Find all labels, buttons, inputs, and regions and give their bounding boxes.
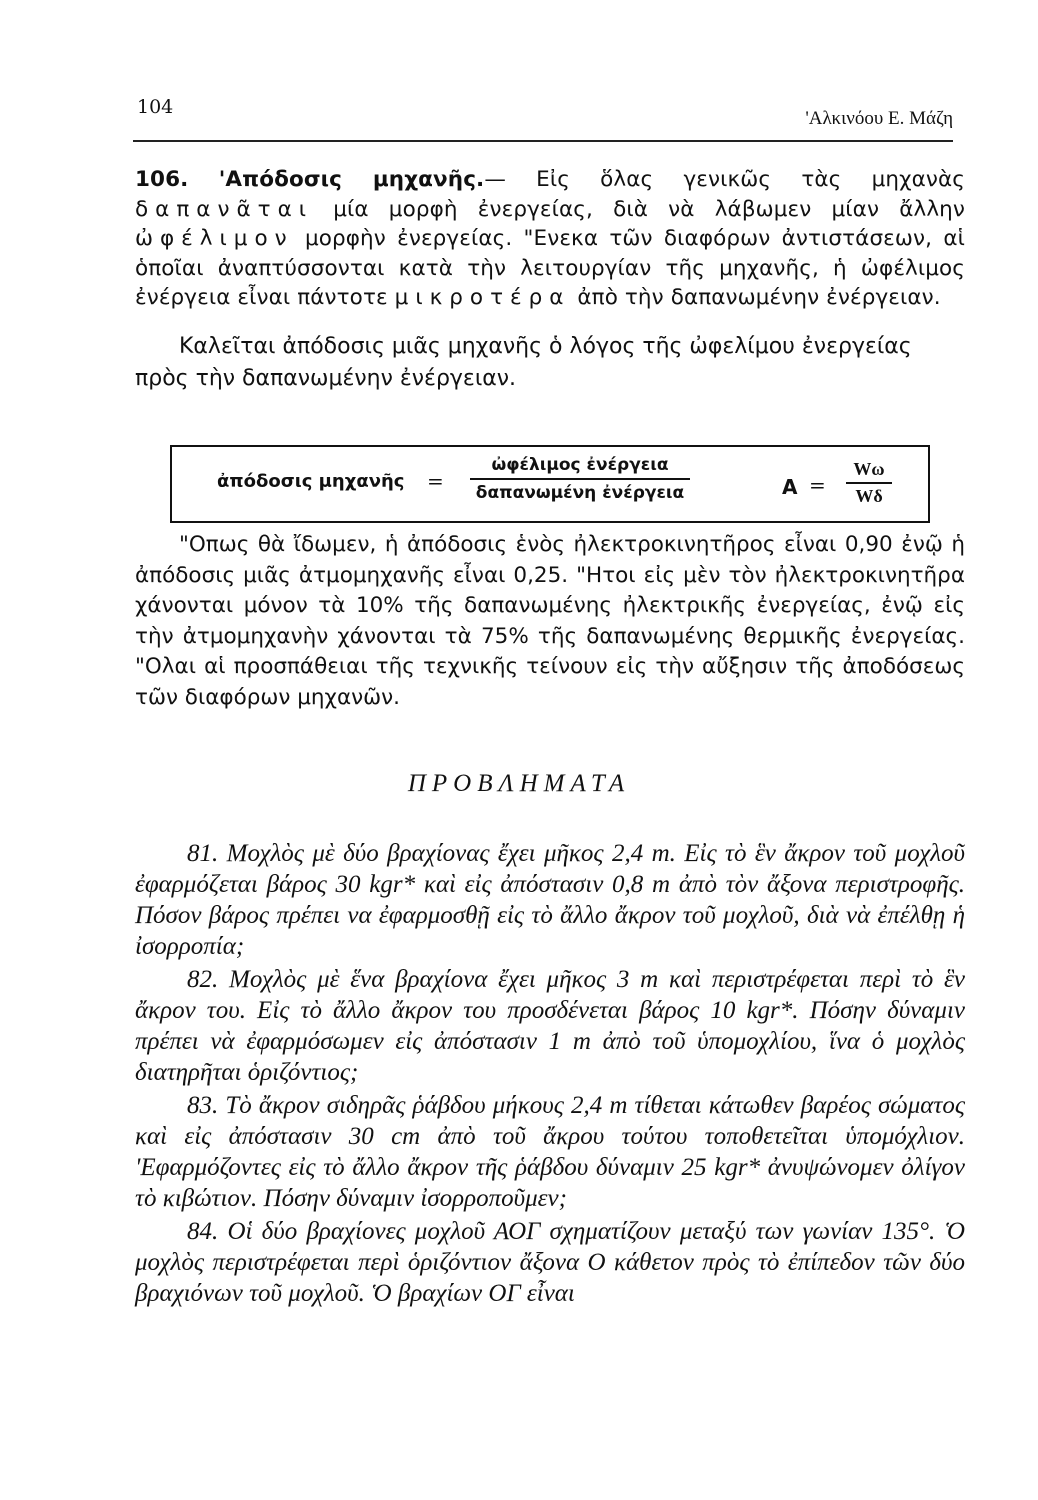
symbolic-fraction — [842, 459, 896, 507]
section-spaced-c: μικροτέρα — [394, 285, 571, 310]
formula-symbol: A — [782, 475, 798, 499]
definition-paragraph: Καλεῖται ἀπόδοσις μιᾶς μηχανῆς ὁ λόγος τῆς ὠφελίμου ἐνεργείας πρὸς τὴν δαπανωμένην ἐνέργειαν. — [135, 333, 912, 391]
section-number: 106. — [135, 167, 189, 192]
problem-text: Μοχλὸς μὲ ἕνα βραχίονα ἔχει μῆκος 3 m καὶ περιστρέφεται περὶ τὸ ἓν ἄκρον του. Εἰς τὸ ἄλλο ἄκρον του προσδένεται βάρος 10 kgr*. Πόσην δύναμιν πρέπει νὰ ἐφαρμόσωμεν εἰς ἀπόστασιν 1 m ἀπὸ τοῦ ὑπομοχλίου, ἵνα ὁ μοχλὸς διατηρῆται ὁριζόντιος; — [135, 966, 966, 1086]
page-number: 104 — [137, 96, 174, 118]
formula-denominator: δαπανωμένη ἐνέργεια — [475, 483, 685, 503]
examples-paragraph: "Οπως θὰ ἴδωμεν, ἡ ἀπόδοσις ἑνὸς ἠλεκτροκινητῆρος εἶναι 0,90 ἐνῷ ἡ ἀπόδοσις μιᾶς ἀτμομηχανῆς εἶναι 0,25. "Ητοι εἰς μὲν τὸν ἠλεκτροκινητῆρα χάνονται μόνον τὰ 10% τῆς δαπανωμένης ἠλεκτρικῆς ἐνεργείας, ἐνῷ εἰς τὴν ἀτμομηχανὴν χάνονται τὰ 75% τῆς δαπανωμένης θερμικῆς ἐνεργείας. "Ολαι αἱ προσπάθειαι τῆς τεχνικῆς τείνουν εἰς τὴν αὔξησιν τῆς ἀποδόσεως τῶν διαφόρων μηχανῶν. — [135, 532, 965, 710]
problem-item — [135, 1216, 965, 1309]
problem-number: 83. — [187, 1092, 219, 1119]
section-106 — [135, 165, 965, 395]
symbolic-numerator: Wω — [853, 459, 885, 479]
header-rule — [133, 140, 953, 142]
problem-text: Οἱ δύο βραχίονες μοχλοῦ ΑΟΓ σχηματίζουν μεταξύ των γωνίαν 135°. Ὁ μοχλὸς περιστρέφεται περὶ ὁριζόντιον ἄξονα Ο κάθετον πρὸς τὸ ἐπίπεδον τῶν δύο βραχιόνων τοῦ μοχλοῦ. Ὁ βραχίων ΟΓ εἶναι — [135, 1218, 966, 1307]
formula-box — [170, 445, 930, 523]
problem-number: 82. — [187, 966, 219, 993]
section-title: 'Απόδοσις μηχανῆς. — [218, 167, 485, 192]
section-spaced-b: ὠφέλιμον — [135, 226, 294, 251]
problem-number: 84. — [187, 1218, 219, 1245]
symbolic-denominator: Wδ — [855, 486, 883, 506]
formula-equals-2: = — [809, 473, 826, 497]
section-text-b: μία μορφὴ ἐνεργείας, διὰ νὰ λάβωμεν μίαν ἄλλην — [313, 196, 965, 222]
section-spaced-a: δαπανᾶται — [135, 196, 314, 222]
section-intro-paragraph — [135, 165, 965, 313]
problem-text: Μοχλὸς μὲ δύο βραχίονας ἔχει μῆκος 2,4 m. Εἰς τὸ ἓν ἄκρον τοῦ μοχλοῦ ἐφαρμόζεται βάρος 30 kgr* καὶ εἰς ἀπόστασιν 0,8 m ἀπὸ τὸν ἄξονα περιστροφῆς. Πόσον βάρος πρέπει να ἐφαρμοσθῇ εἰς τὸ ἄλλο ἄκρον τοῦ μοχλοῦ, διὰ νὰ ἐπέλθῃ ἡ ἰσορροπία; — [135, 840, 966, 960]
page-header — [133, 92, 953, 142]
problem-item — [135, 838, 965, 962]
problem-number: 81. — [187, 840, 219, 867]
formula-equals: = — [427, 469, 444, 493]
problems-heading: ΠΡΟΒΛΗΜΑΤΑ — [407, 770, 631, 797]
problem-item — [135, 964, 965, 1088]
section-text-c: μορφὴν ἐνεργείας. "Ενεκα τῶν διαφόρων ἀντιστάσεων, αἱ ὁποῖαι ἀναπτύσσονται κατὰ τὴν λειτουργίαν τῆς μηχανῆς, ἡ ὠφέλιμος ἐνέργεια εἶναι πάντοτε — [135, 226, 965, 310]
problems-list — [135, 838, 965, 1311]
formula-fraction — [460, 455, 700, 503]
section-text-d: ἀπὸ τὴν δαπανωμένην ἐνέργειαν. — [570, 285, 941, 310]
section-text-a: — Εἰς ὅλας γενικῶς τὰς μηχανὰς — [484, 167, 965, 192]
formula-label: ἀπόδοσις μηχανῆς — [217, 471, 405, 492]
formula-numerator: ὠφέλιμος ἐνέργεια — [491, 455, 669, 475]
running-title: 'Αλκινόου Ε. Μάζη — [805, 108, 953, 129]
problem-text: Τὸ ἄκρον σιδηρᾶς ῥάβδου μήκους 2,4 m τίθεται κάτωθεν βαρέος σώματος καὶ εἰς ἀπόστασιν 30 cm ἀπὸ τοῦ ἄκρου τούτου τοποθετεῖται ὑπομόχλιον. 'Εφαρμόζοντες εἰς τὸ ἄλλο ἄκρον τῆς ῥάβδου δύναμιν 25 kgr* ἀνυψώνομεν ὀλίγον τὸ κιβώτιον. Πόσην δύναμιν ἰσορροποῦμεν; — [135, 1092, 966, 1212]
symbolic-fraction-bar — [846, 482, 892, 484]
problem-item — [135, 1090, 965, 1214]
efficiency-examples — [135, 530, 965, 713]
